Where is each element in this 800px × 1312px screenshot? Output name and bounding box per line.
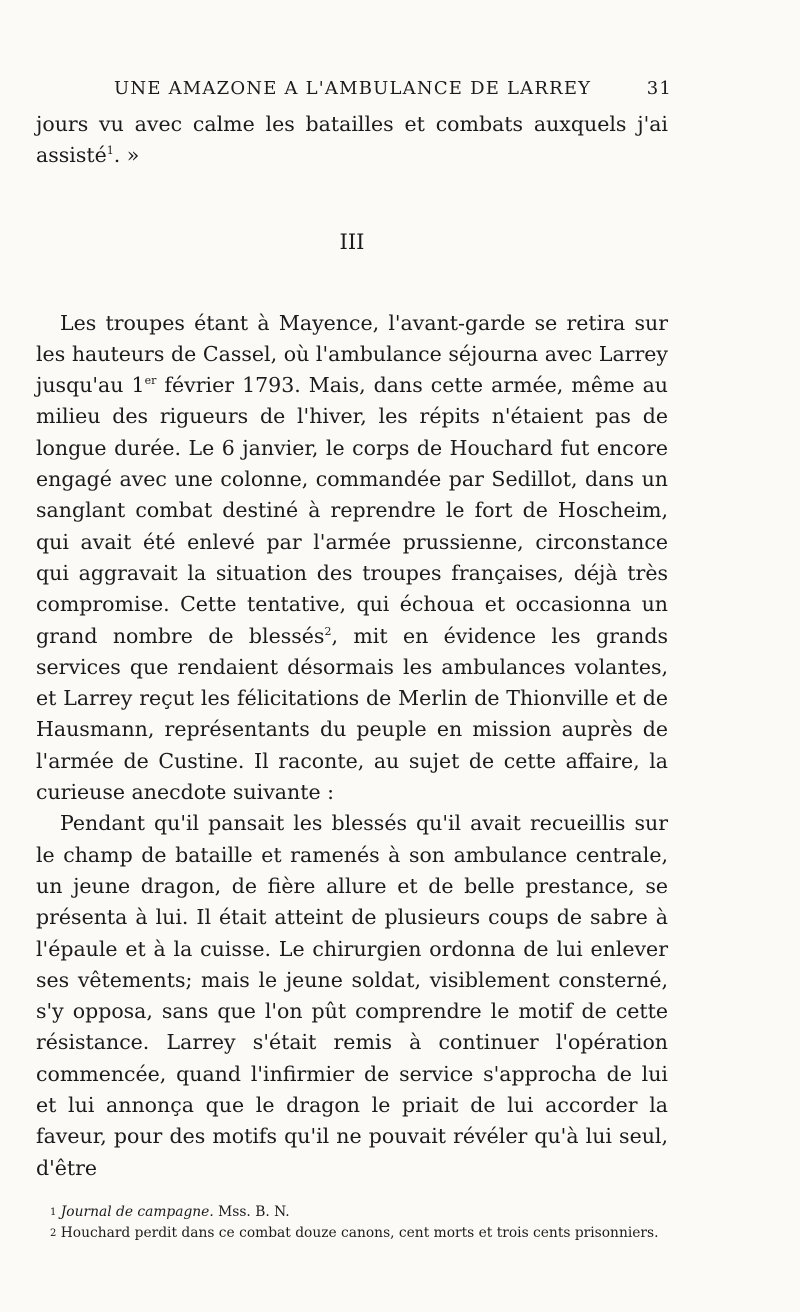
paragraph-2: Pendant qu'il pansait les blessés qu'il avait recueillis sur le champ de bataille et ramenés à son ambulance centrale, un jeune dragon, de fière allure et de belle prestance, se présenta à lui. Il était atteint de plusieurs coups de sabre à l'épaule et à la cuisse. Le chirurgien ordonna de lui enlever ses vêtements; mais le jeune soldat, visiblement consterné, s'y opposa, sans que l'on pût comprendre le motif de cette résistance. Larrey s'était remis à continuer l'opération commencée, quand l'infirmier de service s'approcha de lui et lui annonça que le dragon le priait de lui accorder la faveur, pour des motifs qu'il ne pouvait révéler qu'à lui seul, d'être	[36, 811, 668, 1180]
footnote-2	[36, 1223, 668, 1244]
footnote-2-text: Houchard perdit dans ce combat douze canons, cent morts et trois cents prisonniers.	[56, 1224, 659, 1241]
ordinal-suffix: er	[144, 374, 157, 388]
running-header	[114, 78, 672, 99]
section-heading: III	[339, 229, 365, 254]
opening-paragraph	[36, 109, 668, 172]
page-number: 31	[646, 78, 672, 99]
footnote-ref-2: 2	[324, 624, 332, 638]
paragraph-1-part-1: Les troupes étant à Mayence, l'avant-garde se retira sur les hauteurs de Cassel, où l'ambulance séjourna avec Larrey jusqu'au 1	[36, 310, 668, 398]
footnotes	[36, 1202, 668, 1244]
paragraph-1-part-3: , mit en évidence les grands services que rendaient désormais les ambulances volantes, et Larrey reçut les félicitations de Merlin de Thionville et de Hausmann, représentants du peuple en mission auprès de l'armée de Custine. Il raconte, au sujet de cette affaire, la curieuse anecdote suivante :	[36, 623, 668, 805]
paragraph-1-part-2: février 1793. Mais, dans cette armée, même au milieu des rigueurs de l'hiver, les répits n'étaient pas de longue durée. Le 6 janvier, le corps de Houchard fut encore engagé avec une colonne, commandée par Sedillot, dans un sanglant combat destiné à reprendre le fort de Hoscheim, qui avait été enlevé par l'armée prussienne, circonstance qui aggravait la situation des troupes françaises, déjà très compromise. Cette tentative, qui échoua et occasionna un grand nombre de blessés	[36, 373, 668, 648]
footnote-1-text: Mss. B. N.	[213, 1203, 290, 1220]
opening-close-quote: . »	[113, 143, 140, 168]
footnote-1-marker: 1	[50, 1206, 57, 1218]
running-title: UNE AMAZONE A L'AMBULANCE DE LARREY	[114, 78, 592, 99]
footnote-ref-1: 1	[106, 144, 114, 158]
footnote-2-marker: 2	[50, 1227, 57, 1239]
footnote-1-italic: Journal de campagne.	[60, 1203, 214, 1220]
paragraph-1	[36, 308, 668, 809]
footnote-1	[36, 1202, 668, 1223]
page-content	[36, 78, 672, 1244]
opening-text: jours vu avec calme les batailles et combats auxquels j'ai assisté	[36, 112, 668, 168]
